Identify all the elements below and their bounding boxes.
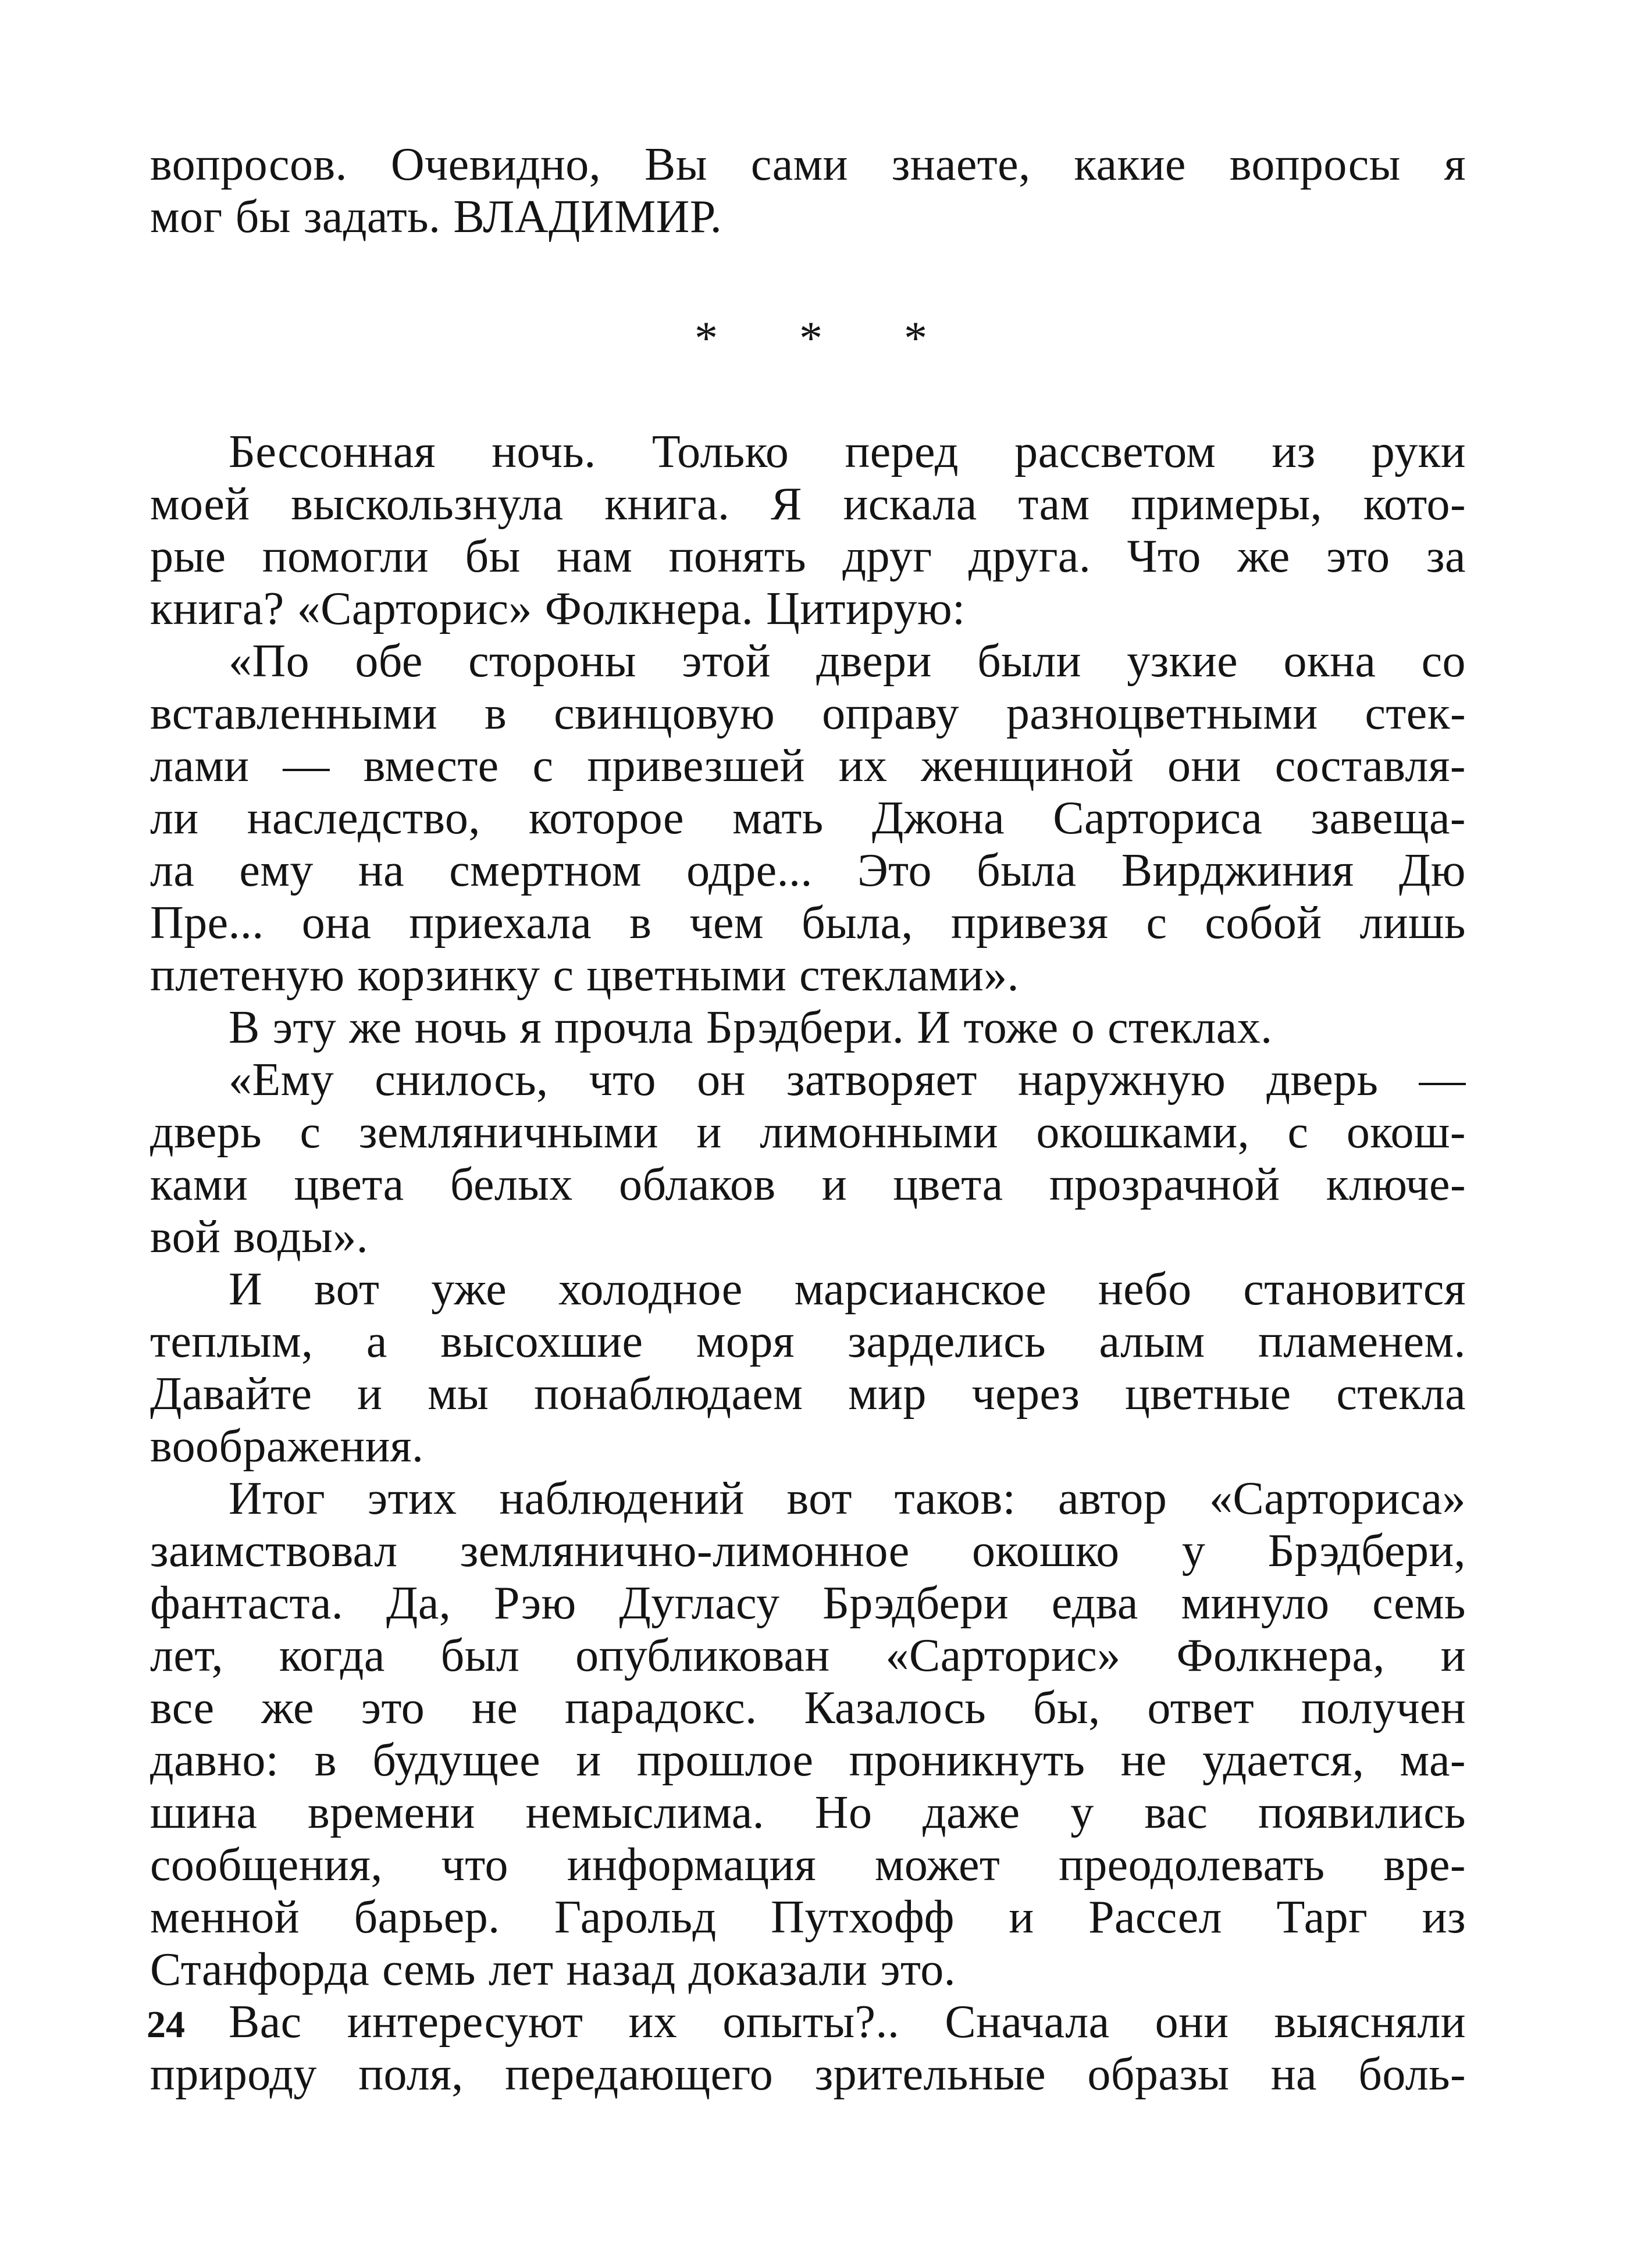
- word: с: [1146, 897, 1167, 948]
- word: вот: [786, 1473, 852, 1524]
- word: Но: [814, 1787, 873, 1838]
- word: Путхофф: [771, 1892, 955, 1943]
- word: приехала: [409, 897, 592, 948]
- text-line: [150, 530, 1466, 583]
- text-line: [150, 2048, 1466, 2101]
- word: же: [349, 1002, 402, 1053]
- word: наблюдений: [499, 1473, 745, 1524]
- word: я: [519, 1002, 542, 1053]
- word: едва: [1051, 1578, 1138, 1629]
- word: Бессонная: [229, 426, 436, 477]
- word: в: [314, 1735, 337, 1786]
- word: воображения.: [150, 1421, 424, 1472]
- word: природу: [150, 2049, 317, 2100]
- word: Сначала: [945, 1996, 1110, 2048]
- word: становится: [1243, 1264, 1466, 1315]
- word: Джона: [871, 793, 1005, 844]
- word: помогли: [262, 531, 429, 582]
- word: появились: [1258, 1787, 1466, 1838]
- word: что: [441, 1839, 508, 1891]
- word: Вирджиния: [1121, 845, 1354, 896]
- word: Сарториса: [1053, 793, 1263, 844]
- body-text: [150, 138, 1466, 2101]
- word: может: [874, 1839, 1000, 1891]
- word: семь: [382, 1944, 476, 1995]
- word: Это: [857, 845, 932, 896]
- word: «По: [229, 636, 309, 687]
- word: опыты?..: [722, 1996, 900, 2048]
- word: лет: [488, 1944, 554, 1995]
- word: окошко: [971, 1525, 1120, 1577]
- text-line: [150, 478, 1466, 530]
- word: она: [301, 897, 372, 948]
- word: цвета: [893, 1159, 1003, 1210]
- word: вопросы: [1229, 139, 1401, 190]
- word: Пре...: [150, 897, 264, 948]
- word: прошлое: [636, 1735, 814, 1786]
- word: выскользнула: [291, 479, 564, 530]
- word: стеклах.: [1108, 1002, 1273, 1053]
- text-line: [150, 1682, 1466, 1734]
- word: на: [358, 845, 405, 896]
- text-line: [150, 1211, 1466, 1263]
- word: ли: [150, 793, 199, 844]
- word: цветными: [586, 950, 787, 1001]
- text-line: [150, 1944, 1466, 1996]
- word: удается,: [1202, 1735, 1365, 1786]
- text-line: [150, 1525, 1466, 1577]
- word: ответ: [1147, 1682, 1255, 1734]
- word: Дю: [1398, 845, 1466, 896]
- word: минуло: [1181, 1578, 1330, 1629]
- word: образы: [1087, 2049, 1230, 2100]
- text-line: [150, 1315, 1466, 1368]
- word: даже: [923, 1787, 1020, 1838]
- word: Брэдбери.: [706, 1002, 905, 1053]
- word: друг: [842, 531, 932, 582]
- word: семь: [1372, 1578, 1466, 1629]
- word: у: [1070, 1787, 1094, 1838]
- word: стекла: [1336, 1368, 1466, 1420]
- text-line: [150, 1839, 1466, 1891]
- word: задать.: [303, 191, 441, 243]
- word: передающего: [505, 2049, 774, 2100]
- word: алым: [1099, 1316, 1205, 1367]
- word: стеклами».: [799, 950, 1019, 1001]
- word: уже: [431, 1264, 507, 1315]
- word: поля,: [358, 2049, 464, 2100]
- word: В: [229, 1002, 260, 1053]
- word: и: [1009, 1892, 1034, 1943]
- word: Только: [651, 426, 789, 477]
- text-line: [150, 1996, 1466, 2048]
- word: вре-: [1383, 1839, 1466, 1891]
- word: пламенем.: [1258, 1316, 1466, 1367]
- word: смертном: [449, 845, 642, 896]
- word: их: [838, 740, 888, 791]
- word: опубликован: [575, 1630, 830, 1681]
- word: со: [1421, 636, 1466, 687]
- word: свинцовую: [554, 688, 775, 739]
- word: и: [821, 1159, 848, 1210]
- text-line: [150, 792, 1466, 844]
- word: я: [1444, 139, 1466, 190]
- word: Станфорда: [150, 1944, 370, 1995]
- word: Я: [771, 479, 802, 530]
- word: землянично-лимонное: [460, 1525, 910, 1577]
- word: И: [917, 1002, 951, 1053]
- word: барьер.: [354, 1892, 500, 1943]
- word: Гарольд: [554, 1892, 717, 1943]
- word: земляничными: [358, 1107, 658, 1158]
- word: разноцветными: [1006, 688, 1318, 739]
- word: Давайте: [150, 1368, 312, 1420]
- text-line: [150, 1368, 1466, 1420]
- word: дверь: [150, 1107, 262, 1158]
- text-line: [150, 1786, 1466, 1839]
- word: не: [1120, 1735, 1167, 1786]
- word: с: [300, 1107, 321, 1158]
- word: назад: [566, 1944, 676, 1995]
- word: в: [484, 688, 507, 739]
- word: а: [366, 1316, 387, 1367]
- word: «Ему: [229, 1054, 334, 1106]
- word: ками: [150, 1159, 248, 1210]
- word: ла: [150, 845, 195, 896]
- word: проникнуть: [849, 1735, 1085, 1786]
- word: этих: [367, 1473, 457, 1524]
- word: в: [629, 897, 652, 948]
- word: И: [229, 1264, 263, 1315]
- word: зарделись: [848, 1316, 1046, 1367]
- word: лами: [150, 740, 250, 791]
- word: цвета: [294, 1159, 404, 1210]
- word: окна: [1283, 636, 1376, 687]
- word: знаете,: [891, 139, 1031, 190]
- word: времени: [308, 1787, 475, 1838]
- section-separator: * * *: [695, 313, 962, 364]
- word: лимонными: [760, 1107, 998, 1158]
- text-line: [150, 1629, 1466, 1682]
- page-number: 24: [147, 2003, 185, 2046]
- word: он: [697, 1054, 746, 1106]
- text-line: [150, 949, 1466, 1001]
- word: собой: [1205, 897, 1322, 948]
- word: это: [1326, 531, 1390, 582]
- word: составля-: [1274, 740, 1466, 791]
- word: через: [971, 1368, 1080, 1420]
- word: прозрачной: [1049, 1159, 1280, 1210]
- word: плетеную: [150, 950, 345, 1001]
- text-line: [150, 1734, 1466, 1786]
- word: цветные: [1125, 1368, 1291, 1420]
- word: —: [283, 740, 330, 791]
- word: о: [1071, 1002, 1095, 1053]
- word: —: [1419, 1054, 1466, 1106]
- word: завеща-: [1311, 793, 1466, 844]
- word: привезя: [950, 897, 1109, 948]
- word: корзинку: [357, 950, 540, 1001]
- word: мать: [732, 793, 824, 844]
- word: руки: [1371, 426, 1466, 477]
- word: лишь: [1359, 897, 1466, 948]
- word: Брэдбери: [822, 1578, 1009, 1629]
- word: менной: [150, 1892, 300, 1943]
- word: была: [977, 845, 1077, 896]
- word: был: [440, 1630, 520, 1681]
- word: и: [696, 1107, 722, 1158]
- word: вой: [150, 1211, 221, 1263]
- word: книга?: [150, 583, 284, 634]
- word: Итог: [229, 1473, 326, 1524]
- word: все: [150, 1682, 215, 1734]
- word: Цитирую:: [766, 583, 966, 634]
- word: ночь: [414, 1002, 507, 1053]
- word: ключе-: [1326, 1159, 1466, 1210]
- word: Рассел: [1088, 1892, 1222, 1943]
- word: окошками,: [1036, 1107, 1249, 1158]
- word: это: [361, 1682, 425, 1734]
- word: лет,: [150, 1630, 223, 1681]
- word: мог: [150, 191, 223, 243]
- text-line: [150, 897, 1466, 949]
- word: вот: [314, 1264, 380, 1315]
- word: марсианское: [794, 1264, 1046, 1315]
- word: вставленными: [150, 688, 438, 739]
- word: искала: [843, 479, 977, 530]
- word: у: [1181, 1525, 1206, 1577]
- word: снилось,: [375, 1054, 549, 1106]
- text-line: [150, 138, 1466, 191]
- word: сами: [750, 139, 848, 190]
- word: Что: [1127, 531, 1201, 582]
- word: не: [472, 1682, 518, 1734]
- word: стороны: [468, 636, 636, 687]
- word: из: [1422, 1892, 1466, 1943]
- word: рые: [150, 531, 226, 582]
- word: с: [532, 740, 554, 791]
- word: Вы: [644, 139, 707, 190]
- text-line: [150, 1577, 1466, 1629]
- word: затворяет: [786, 1054, 977, 1106]
- word: получен: [1301, 1682, 1466, 1734]
- word: женщиной: [921, 740, 1134, 791]
- word: Тарг: [1276, 1892, 1368, 1943]
- word: что: [589, 1054, 656, 1106]
- word: бы,: [1032, 1682, 1101, 1734]
- word: бы: [235, 191, 291, 243]
- word: и: [1440, 1630, 1466, 1681]
- word: с: [553, 950, 574, 1001]
- word: преодолевать: [1059, 1839, 1325, 1891]
- text-line: [150, 1263, 1466, 1315]
- word: тоже: [963, 1002, 1059, 1053]
- word: ВЛАДИМИР.: [453, 191, 722, 243]
- word: понять: [668, 531, 806, 582]
- text-line: [150, 1420, 1466, 1472]
- word: вместе: [363, 740, 499, 791]
- word: парадокс.: [564, 1682, 757, 1734]
- word: были: [977, 636, 1081, 687]
- word: мы: [428, 1368, 489, 1420]
- word: узкие: [1127, 636, 1238, 687]
- word: дверь: [1266, 1054, 1379, 1106]
- word: двери: [816, 636, 932, 687]
- text-line: [150, 1001, 1466, 1054]
- word: нам: [557, 531, 633, 582]
- word: друга.: [968, 531, 1091, 582]
- word: сообщения,: [150, 1839, 383, 1891]
- word: «Сарториса»: [1209, 1473, 1466, 1524]
- word: заимствовал: [150, 1525, 398, 1577]
- word: «Сарторис»: [297, 583, 532, 634]
- word: воды».: [233, 1211, 369, 1263]
- text-line: [150, 844, 1466, 897]
- word: их: [628, 1996, 678, 2048]
- word: вопросов.: [150, 139, 347, 190]
- word: шина: [150, 1787, 258, 1838]
- word: привезшей: [587, 740, 805, 791]
- word: давно:: [150, 1735, 279, 1786]
- word: Фолкнера.: [544, 583, 754, 634]
- word: наследство,: [247, 793, 480, 844]
- word: кото-: [1363, 479, 1466, 530]
- word: понаблюдаем: [534, 1368, 803, 1420]
- text-line: [150, 191, 1466, 243]
- word: боль-: [1358, 2049, 1466, 2100]
- word: зрительные: [814, 2049, 1046, 2100]
- word: облаков: [619, 1159, 776, 1210]
- text-line: [150, 1158, 1466, 1211]
- word: же: [261, 1682, 314, 1734]
- word: выясняли: [1274, 1996, 1466, 2048]
- word: окош-: [1346, 1107, 1466, 1158]
- word: «Сарторис»: [885, 1630, 1121, 1681]
- word: прочла: [554, 1002, 693, 1053]
- word: холодное: [558, 1264, 743, 1315]
- word: информация: [567, 1839, 817, 1891]
- word: Дугласу: [619, 1578, 780, 1629]
- word: ночь.: [492, 426, 596, 477]
- text-line: [150, 1106, 1466, 1158]
- word: там: [1018, 479, 1090, 530]
- word: же: [1237, 531, 1290, 582]
- word: они: [1167, 740, 1241, 791]
- word: моря: [696, 1316, 795, 1367]
- text-line: [150, 1472, 1466, 1525]
- word: и: [357, 1368, 383, 1420]
- word: ему: [239, 845, 314, 896]
- word: Казалось: [804, 1682, 987, 1734]
- text-line: [150, 426, 1466, 478]
- word: какие: [1074, 139, 1186, 190]
- word: доказали: [688, 1944, 868, 1995]
- text-line: [150, 583, 1466, 635]
- word: будущее: [372, 1735, 540, 1786]
- word: Рэю: [493, 1578, 576, 1629]
- text-line: [150, 687, 1466, 740]
- text-line: [150, 1054, 1466, 1106]
- word: мир: [848, 1368, 927, 1420]
- word: книга.: [604, 479, 730, 530]
- word: перед: [845, 426, 959, 477]
- word: примеры,: [1131, 479, 1322, 530]
- word: это.: [880, 1944, 956, 1995]
- word: они: [1155, 1996, 1229, 2048]
- word: Фолкнера,: [1176, 1630, 1385, 1681]
- word: эту: [272, 1002, 337, 1053]
- word: на: [1270, 2049, 1317, 2100]
- word: рассветом: [1014, 426, 1216, 477]
- text-line: [150, 740, 1466, 792]
- word: бы: [465, 531, 521, 582]
- text-line: [150, 1891, 1466, 1944]
- word: стек-: [1365, 688, 1466, 739]
- word: фантаста.: [150, 1578, 344, 1629]
- word: вас: [1144, 1787, 1208, 1838]
- word: была,: [801, 897, 913, 948]
- word: немыслима.: [525, 1787, 765, 1838]
- word: когда: [279, 1630, 385, 1681]
- word: Очевидно,: [390, 139, 601, 190]
- word: интересуют: [347, 1996, 583, 2048]
- word: Да,: [386, 1578, 451, 1629]
- word: обе: [355, 636, 423, 687]
- word: небо: [1098, 1264, 1192, 1315]
- word: наружную: [1018, 1054, 1226, 1106]
- word: Вас: [229, 1996, 302, 2048]
- word: белых: [450, 1159, 573, 1210]
- word: и: [576, 1735, 601, 1786]
- word: оправу: [822, 688, 959, 739]
- word: ма-: [1400, 1735, 1466, 1786]
- word: моей: [150, 479, 250, 530]
- word: Брэдбери,: [1267, 1525, 1466, 1577]
- word: которое: [528, 793, 684, 844]
- word: этой: [682, 636, 771, 687]
- word: из: [1272, 426, 1316, 477]
- word: чем: [689, 897, 764, 948]
- text-line: [150, 635, 1466, 687]
- word: автор: [1058, 1473, 1167, 1524]
- word: таков:: [894, 1473, 1016, 1524]
- word: одре...: [686, 845, 813, 896]
- word: за: [1426, 531, 1466, 582]
- word: высохшие: [440, 1316, 643, 1367]
- word: теплым,: [150, 1316, 314, 1367]
- word: с: [1287, 1107, 1309, 1158]
